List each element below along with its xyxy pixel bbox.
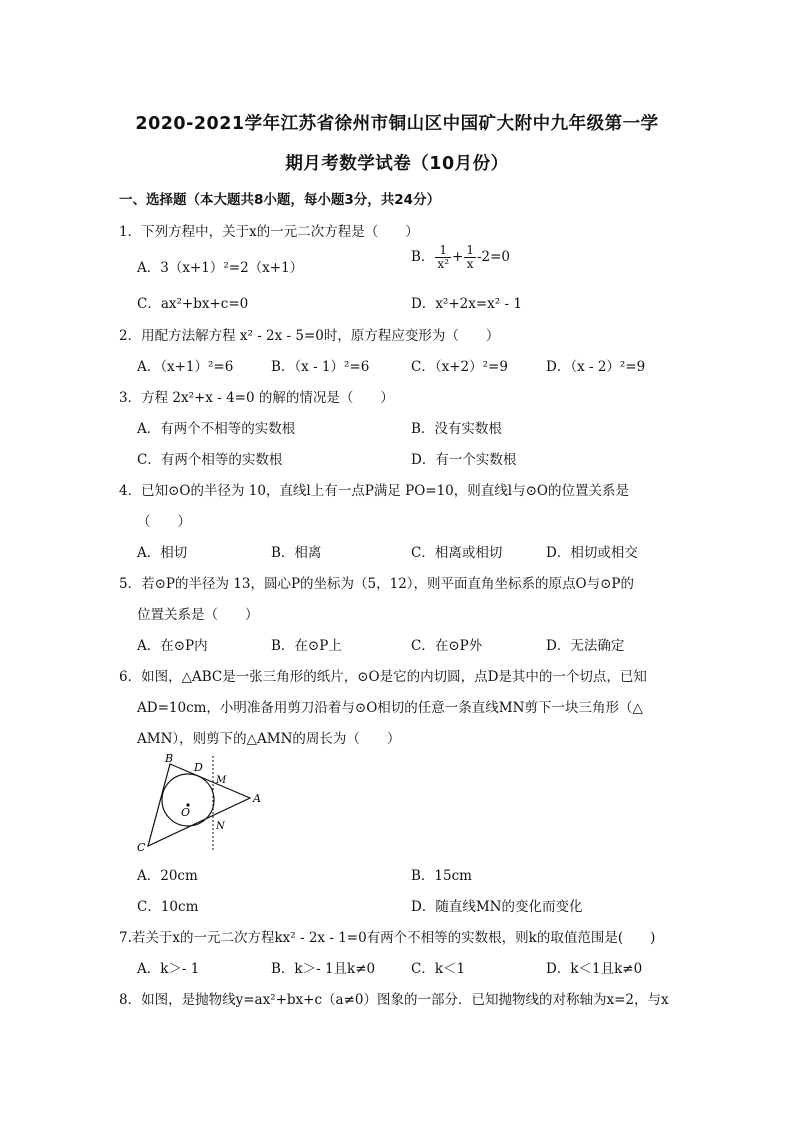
q4-option-a: A．相切 [137,545,188,561]
q4-stem-line-2: （ ） [137,514,191,530]
q2-option-a: A．（x+1）²=6 [137,359,234,375]
q6-stem-line-1: 6．如图，△ABC是一张三角形的纸片，⊙O是它的内切圆，点D是其中的一个切点，已知 [119,669,647,685]
q3-option-c: C．有两个相等的实数根 [137,452,283,468]
q7-stem: 7.若关于x的一元二次方程kx² - 2x - 1=0有两个不相等的实数根，则k的取值范围是( ) [119,930,656,946]
label-o: O [181,806,191,819]
q7-option-b: B．k＞- 1且k≠0 [271,961,376,977]
q7-option-a: A．k＞- 1 [137,961,200,977]
q6-option-d: D．随直线MN的变化而变化 [411,899,583,915]
q8-stem: 8．如图，是抛物线y=ax²+bx+c（a≠0）图象的一部分．已知抛物线的对称轴为x=2，与x [119,992,669,1008]
label-n: N [216,821,225,832]
label-a: A [253,792,261,805]
q6-stem-line-3: AMN），则剪下的△AMN的周长为（ ） [137,731,401,747]
q1-stem: 1．下列方程中，关于x的一元二次方程是（ ） [119,224,419,240]
q4-stem-line-1: 4．已知⊙O的半径为 10，直线l上有一点P满足 PO=10，则直线l与⊙O的位置关系是 [119,483,629,499]
incircle-triangle-figure [130,748,280,858]
q4-option-d: D．相切或相交 [546,545,638,561]
q1-option-a: A．3（x+1）²=2（x+1） [137,260,304,276]
label-c: C [137,841,146,854]
q4-option-c: C．相离或相切 [411,545,503,561]
q5-stem-line-1: 5．若⊙P的半径为 13，圆心P的坐标为（5，12），则平面直角坐标系的原点O与⊙P的 [119,576,635,592]
q2-option-c: C．（x+2）²=9 [411,359,508,375]
q6-option-c: C．10cm [137,899,199,915]
q6-option-a: A．20cm [137,868,198,884]
q6-stem-line-2: AD=10cm，小明准备用剪刀沿着与⊙O相切的任意一条直线MN剪下一块三角形（△ [137,700,643,716]
q4-option-b: B．相离 [271,545,322,561]
title-line-2: 期月考数学试卷（10月份） [285,154,509,174]
label-m: M [216,775,227,786]
q5-option-b: B．在⊙P上 [271,638,342,654]
q5-option-d: D．无法确定 [546,638,625,654]
q7-option-c: C．k＜1 [411,961,466,977]
q7-option-d: D．k＜1且k≠0 [546,961,643,977]
q2-option-b: B．（x - 1）²=6 [271,359,370,375]
q3-option-a: A．有两个不相等的实数根 [137,421,296,437]
q1-option-d: D．x²+2x=x² - 1 [411,296,522,312]
label-d: D [194,761,203,774]
q5-option-c: C．在⊙P外 [411,638,483,654]
title-line-1: 2020-2021学年江苏省徐州市铜山区中国矿大附中九年级第一学 [135,114,659,134]
q2-stem: 2．用配方法解方程 x² - 2x - 5=0时，原方程应变形为（ ） [119,328,500,344]
q1-option-b: B． $\frac{1}{\text{x²}}$ + $\frac{1}{x}$ -2=0 [411,243,511,271]
q3-stem: 3．方程 2x²+x - 4=0 的解的情况是（ ） [119,390,394,406]
label-b: B [165,752,174,765]
q1-option-c: C．ax²+bx+c=0 [137,296,249,312]
section-heading: 一、选择题（本大题共8小题，每小题3分，共24分） [119,192,441,208]
q6-option-b: B．15cm [411,868,472,884]
q2-option-d: D．（x - 2）²=9 [546,359,646,375]
q5-option-a: A．在⊙P内 [137,638,208,654]
q3-option-d: D．有一个实数根 [411,452,517,468]
q5-stem-line-2: 位置关系是（ ） [137,607,259,623]
q3-option-b: B．没有实数根 [411,421,502,437]
